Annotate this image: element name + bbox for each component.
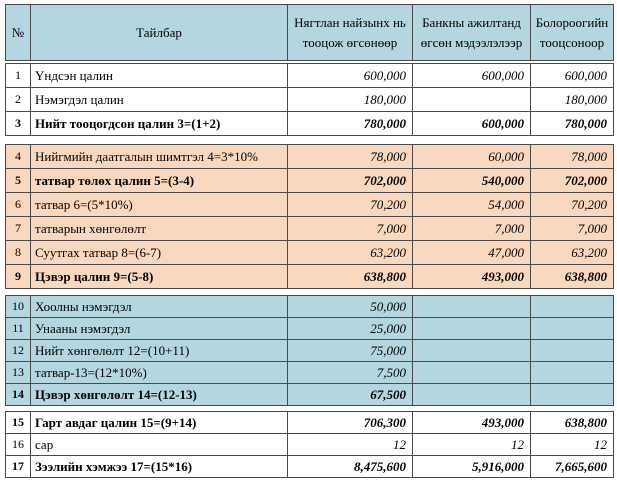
row-value-cell — [531, 340, 614, 362]
row-value-cell: 70,200 — [288, 193, 413, 217]
row-value-cell: 7,500 — [288, 362, 413, 384]
section-allowances — [5, 295, 614, 406]
row-description-cell: татвар-13=(12*10%) — [31, 362, 288, 384]
table-row — [6, 169, 614, 193]
table-row — [6, 434, 614, 456]
row-description-cell: Зээлийн хэмжээ 17=(15*16) — [31, 456, 288, 478]
row-value-cell: 600,000 — [288, 64, 413, 88]
row-number-cell: 1 — [6, 64, 31, 88]
row-value-cell — [413, 340, 531, 362]
row-description-cell: Цэвэр цалин 9=(5-8) — [31, 265, 288, 289]
row-value-cell: 25,000 — [288, 318, 413, 340]
row-value-cell: 12 — [531, 434, 614, 456]
row-number-cell: 9 — [6, 265, 31, 289]
row-number-cell: 16 — [6, 434, 31, 456]
row-value-cell — [413, 296, 531, 318]
column-header-description: Тайлбар — [31, 5, 288, 61]
row-value-cell: 67,500 — [288, 384, 413, 406]
row-description-cell: Үндсэн цалин — [31, 64, 288, 88]
table-row — [6, 384, 614, 406]
row-description-cell: Нийт тооцогдсон цалин 3=(1+2) — [31, 112, 288, 136]
row-value-cell: 47,000 — [413, 241, 531, 265]
row-value-cell — [531, 296, 614, 318]
row-value-cell: 7,000 — [531, 217, 614, 241]
section-gap — [5, 136, 613, 144]
row-value-cell: 702,000 — [531, 169, 614, 193]
row-value-cell: 8,475,600 — [288, 456, 413, 478]
column-header-number: № — [6, 5, 31, 61]
row-value-cell: 638,800 — [531, 265, 614, 289]
row-number-cell: 3 — [6, 112, 31, 136]
row-number-cell: 14 — [6, 384, 31, 406]
section-tax-deduction — [5, 144, 614, 289]
row-description-cell: сар — [31, 434, 288, 456]
row-value-cell: 638,800 — [288, 265, 413, 289]
table-row — [6, 340, 614, 362]
row-value-cell: 70,200 — [531, 193, 614, 217]
row-description-cell: Нийт хөнгөлөлт 12=(10+11) — [31, 340, 288, 362]
row-value-cell: 180,000 — [288, 88, 413, 112]
row-value-cell: 7,665,600 — [531, 456, 614, 478]
row-value-cell — [531, 384, 614, 406]
row-value-cell: 63,200 — [531, 241, 614, 265]
row-description-cell: татвар 6=(5*10%) — [31, 193, 288, 217]
table-row — [6, 193, 614, 217]
row-number-cell: 4 — [6, 145, 31, 169]
row-value-cell: 600,000 — [413, 112, 531, 136]
row-number-cell: 11 — [6, 318, 31, 340]
table-row — [6, 241, 614, 265]
row-value-cell — [413, 384, 531, 406]
row-number-cell: 17 — [6, 456, 31, 478]
table-row — [6, 112, 614, 136]
row-value-cell — [413, 88, 531, 112]
row-description-cell: Гарт авдаг цалин 15=(9+14) — [31, 412, 288, 434]
column-header-accountant-calc: Нягтлан найзынх нь тооцож өгсөнөөр — [288, 5, 413, 61]
section-gross-salary — [5, 63, 614, 136]
row-value-cell: 493,000 — [413, 412, 531, 434]
row-description-cell: татвар төлөх цалин 5=(3-4) — [31, 169, 288, 193]
row-number-cell: 8 — [6, 241, 31, 265]
row-value-cell — [413, 318, 531, 340]
row-value-cell: 60,000 — [413, 145, 531, 169]
table-row — [6, 362, 614, 384]
row-value-cell — [531, 362, 614, 384]
column-header-boloroo-calc: Болороогийн тооцсоноор — [531, 5, 614, 61]
row-value-cell: 12 — [288, 434, 413, 456]
row-value-cell: 638,800 — [531, 412, 614, 434]
row-value-cell: 7,000 — [413, 217, 531, 241]
row-value-cell: 78,000 — [531, 145, 614, 169]
table-header — [5, 4, 614, 61]
row-description-cell: Унааны нэмэгдэл — [31, 318, 288, 340]
row-value-cell: 706,300 — [288, 412, 413, 434]
row-number-cell: 5 — [6, 169, 31, 193]
row-value-cell: 600,000 — [531, 64, 614, 88]
table-row — [6, 456, 614, 478]
column-header-bank-info: Банкны ажилтанд өгсөн мэдээлэлээр — [413, 5, 531, 61]
table-row — [6, 412, 614, 434]
row-value-cell: 780,000 — [288, 112, 413, 136]
row-value-cell — [413, 362, 531, 384]
table-row — [6, 318, 614, 340]
row-number-cell: 15 — [6, 412, 31, 434]
row-value-cell: 702,000 — [288, 169, 413, 193]
row-number-cell: 12 — [6, 340, 31, 362]
row-value-cell — [531, 318, 614, 340]
row-description-cell: Хоолны нэмэгдэл — [31, 296, 288, 318]
row-number-cell: 2 — [6, 88, 31, 112]
row-value-cell: 50,000 — [288, 296, 413, 318]
row-description-cell: татварын хөнгөлөлт — [31, 217, 288, 241]
row-value-cell: 780,000 — [531, 112, 614, 136]
row-value-cell: 600,000 — [413, 64, 531, 88]
table-row — [6, 64, 614, 88]
row-number-cell: 13 — [6, 362, 31, 384]
row-value-cell: 12 — [413, 434, 531, 456]
table-row — [6, 217, 614, 241]
table-row — [6, 88, 614, 112]
row-value-cell: 54,000 — [413, 193, 531, 217]
row-value-cell: 78,000 — [288, 145, 413, 169]
row-value-cell: 493,000 — [413, 265, 531, 289]
row-value-cell: 75,000 — [288, 340, 413, 362]
row-value-cell: 540,000 — [413, 169, 531, 193]
row-value-cell: 63,200 — [288, 241, 413, 265]
header-row — [6, 5, 614, 61]
row-value-cell: 5,916,000 — [413, 456, 531, 478]
row-number-cell: 7 — [6, 217, 31, 241]
row-number-cell: 6 — [6, 193, 31, 217]
section-loan-total — [5, 411, 614, 478]
row-description-cell: Суутгах татвар 8=(6-7) — [31, 241, 288, 265]
table-row — [6, 265, 614, 289]
row-value-cell: 180,000 — [531, 88, 614, 112]
row-description-cell: Нэмэгдэл цалин — [31, 88, 288, 112]
row-value-cell: 7,000 — [288, 217, 413, 241]
table-row — [6, 145, 614, 169]
row-number-cell: 10 — [6, 296, 31, 318]
row-description-cell: Цэвэр хөнгөлөлт 14=(12-13) — [31, 384, 288, 406]
table-row — [6, 296, 614, 318]
row-description-cell: Нийгмийн даатгалын шимтгэл 4=3*10% — [31, 145, 288, 169]
